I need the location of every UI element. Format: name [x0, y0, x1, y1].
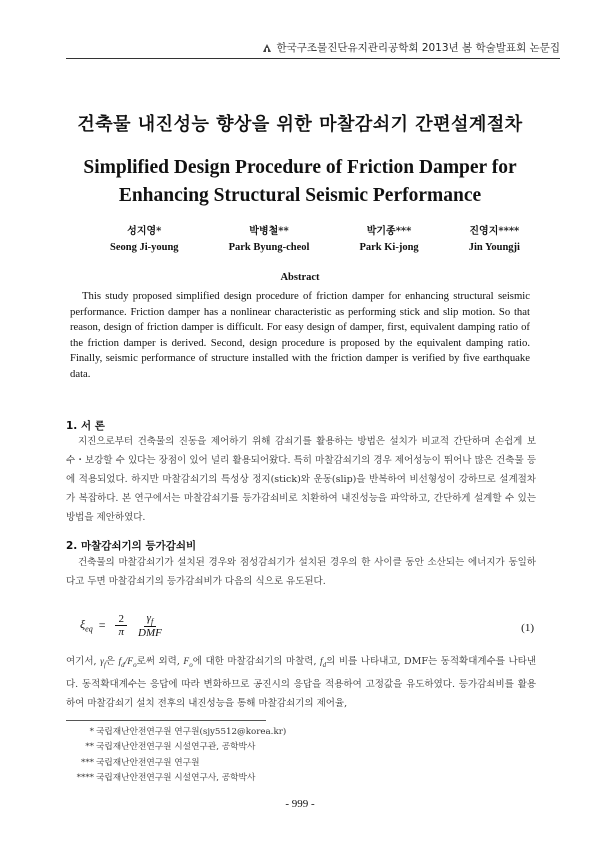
title-korean: 건축물 내진성능 향상을 위한 마찰감쇠기 간편설계절차	[77, 114, 523, 135]
page-number: - 999 -	[285, 798, 315, 810]
author-3	[359, 222, 418, 253]
title-english-line-1: Simplified Design Procedure of Friction Damper for	[83, 157, 517, 178]
author-4	[469, 222, 520, 253]
abstract-text: This study proposed simplified design procedure of friction damper for enhancing structural seismic performance. Friction damper has a nonlinear characteristic as performing stick and slip motion. So that reason, design of friction damper is difficult. For easy design of damper, first, equivalent damping ratio of the friction damper is derived. Second, design procedure is proposed by the equivalent damping ratio. Finally, seismic performance of structure installed with the friction damper is verified by five earthquake data.	[70, 290, 530, 380]
abstract-heading: Abstract	[280, 272, 320, 283]
footnote-1: * 국립재난안전연구원 연구원(sjy5512@korea.kr)	[89, 727, 287, 737]
fraction-gamma-over-dmf: $\frac{\gamma_f}{\text{DMF}}$	[138, 612, 162, 640]
equation-number: (1)	[521, 622, 534, 634]
author-1	[110, 222, 179, 253]
running-head	[262, 40, 560, 55]
footnote-rule	[66, 720, 266, 721]
author-name-english: Jin Youngji	[468, 242, 520, 253]
footnote-4: **** 국립재난안전연구원 시설연구사, 공학박사	[76, 772, 256, 783]
author-2	[229, 222, 310, 253]
author-name-korean: 진영지****	[469, 226, 520, 237]
society-logo-icon	[262, 43, 272, 53]
author-name-korean: 성지영*	[127, 226, 162, 237]
equation-1	[80, 612, 169, 639]
running-head-text: 한국구조물진단유지관리공학회 2013년 봄 학술발표회 논문집	[276, 42, 560, 54]
footnotes	[66, 725, 286, 786]
fraction-two-over-pi: $\frac{2}{\pi}$	[115, 613, 127, 638]
equation-equals: =	[98, 618, 106, 633]
author-name-korean: 박기종***	[366, 226, 412, 237]
author-name-english: Park Byung-cheol	[228, 242, 310, 253]
footnote-2: ** 국립재난안전연구원 시설연구관, 공학박사	[85, 742, 256, 753]
title-english-line-2: Enhancing Structural Seismic Performance	[118, 185, 482, 206]
section-2-heading: 2. 마찰감쇠기의 등가감쇠비	[66, 540, 197, 552]
author-name-english: Park Ki-jong	[359, 242, 419, 253]
footnote-3: *** 국립재난안전연구원 연구원	[80, 757, 200, 768]
section-1-text: 지진으로부터 건축물의 진동을 제어하기 위해 감쇠기를 활용하는 방법은 설치가 비교적 간단하며 손쉽게 보수・보강할 수 있다는 장점이 있어 널리 활용되어왔다. 특히 마찰감쇠기의 경우 제어성능이 뛰어나 많은 건축물 등에 적용되었다. 하지만 마찰감쇠기의 특성상 정지(stick)와 운동(slip)을 반복하여 비선형성이 강하므로 설계절차가 복잡하다. 본 연구에서는 마찰감쇠기를 등가감쇠비로 치환하여 내진성능을 파악하고, 간단하게 설계할 수 있는 방법을 제안하였다.	[66, 436, 536, 523]
section-2-text: 건축물의 마찰감쇠기가 설치된 경우와 점성감쇠기가 설치된 경우의 한 사이클 동안 소산되는 에너지가 동일하다고 두면 마찰감쇠기의 등가감쇠비가 다음의 식으로 유도된다.	[66, 557, 536, 587]
author-name-korean: 박병철**	[249, 226, 289, 237]
title-english	[0, 154, 600, 210]
section-1-heading: 1. 서 론	[66, 420, 105, 432]
equation-explanation: 여기서, $\gamma_f$은 $f_d/F_o$로써 외력, $F_o$에 대한 마찰감쇠기의 마찰력, $f_d$의 비를 나타내고, DMF는 동적확대계수를 나타낸다. 동적확대계수는 응답에 따라 변화하므로 공진시의 응답을 적용하여 고정값을 유도하였다. 등가감쇠비를 활용하여 마찰감쇠기 설치 전후의 내진성능을 통해 마찰감쇠기의 제어율,	[66, 656, 536, 709]
header-rule	[66, 58, 560, 59]
author-name-english: Seong Ji-young	[110, 242, 179, 253]
equation-lhs: $\xi_{eq}$	[80, 617, 93, 634]
author-list	[110, 222, 520, 253]
